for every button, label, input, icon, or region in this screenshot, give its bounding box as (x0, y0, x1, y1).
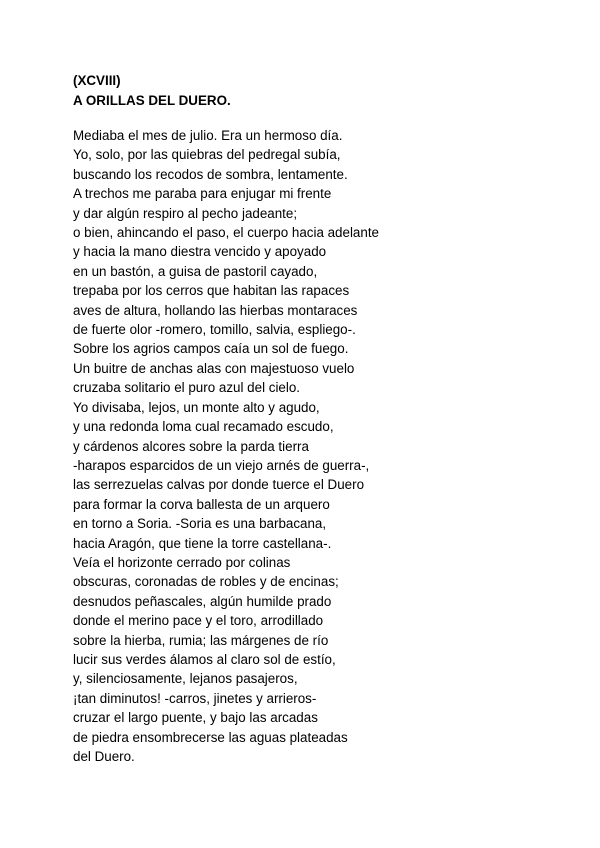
poem-line: cruzaba solitario el puro azul del cielo. (73, 380, 301, 396)
poem-line: donde el merino pace y el toro, arrodillado (73, 613, 324, 629)
poem-line: de fuerte olor -romero, tomillo, salvia, espliego-. (73, 322, 356, 338)
poem-line: o bien, ahincando el paso, el cuerpo hacia adelante (73, 225, 379, 241)
poem-line: A trechos me paraba para enjugar mi frente (73, 186, 332, 202)
poem-line: en un bastón, a guisa de pastoril cayado, (73, 263, 318, 279)
poem-line: Sobre los agrios campos caía un sol de fuego. (73, 341, 349, 357)
poem-line: cruzar el largo puente, y bajo las arcadas (73, 710, 318, 726)
poem-line: hacia Aragón, que tiene la torre castellana-. (73, 535, 332, 551)
poem-line: -harapos esparcidos de un viejo arnés de guerra-, (73, 457, 370, 473)
poem-line: de piedra ensombrecerse las aguas plateadas (73, 729, 348, 745)
poem-line: Yo, solo, por las quiebras del pedregal subía, (73, 147, 341, 163)
poem-body (73, 126, 379, 766)
poem-line: y una redonda loma cual recamado escudo, (73, 419, 334, 435)
poem-line: para formar la corva ballesta de un arquero (73, 496, 330, 512)
poem-line: aves de altura, hollando las hierbas montaraces (73, 302, 358, 318)
poem-line: desnudos peñascales, algún humilde prado (73, 593, 332, 609)
poem-line: Yo divisaba, lejos, un monte alto y agudo, (73, 399, 320, 415)
poem-title: A ORILLAS DEL DUERO. (73, 93, 231, 108)
poem-line: del Duero. (73, 749, 135, 764)
poem-line: y, silenciosamente, lejanos pasajeros, (73, 671, 298, 687)
poem-line: ¡tan diminutos! -carros, jinetes y arrieros- (73, 690, 317, 706)
poem-line: obscuras, coronadas de robles y de encinas; (73, 574, 339, 590)
poem-line: Mediaba el mes de julio. Era un hermoso día. (73, 128, 343, 143)
poem-line: Un buitre de anchas alas con majestuoso vuelo (73, 360, 355, 376)
poem-line: sobre la hierba, rumia; las márgenes de río (73, 632, 329, 648)
poem-line: en torno a Soria. -Soria es una barbacana, (73, 516, 327, 532)
poem-header (73, 71, 231, 111)
poem-line: trepaba por los cerros que habitan las rapaces (73, 283, 350, 299)
poem-line: Veía el horizonte cerrado por colinas (73, 554, 291, 570)
poem-line: y hacia la mano diestra vencido y apoyado (73, 244, 327, 260)
poem-line: y dar algún respiro al pecho jadeante; (73, 205, 298, 221)
poem-line: las serrezuelas calvas por donde tuerce el Duero (73, 477, 365, 493)
poem-number: (XCVIII) (73, 73, 121, 88)
poem-line: buscando los recodos de sombra, lentamente. (73, 166, 348, 182)
poem-line: y cárdenos alcores sobre la parda tierra (73, 438, 309, 454)
poem-line: lucir sus verdes álamos al claro sol de estío, (73, 651, 336, 667)
